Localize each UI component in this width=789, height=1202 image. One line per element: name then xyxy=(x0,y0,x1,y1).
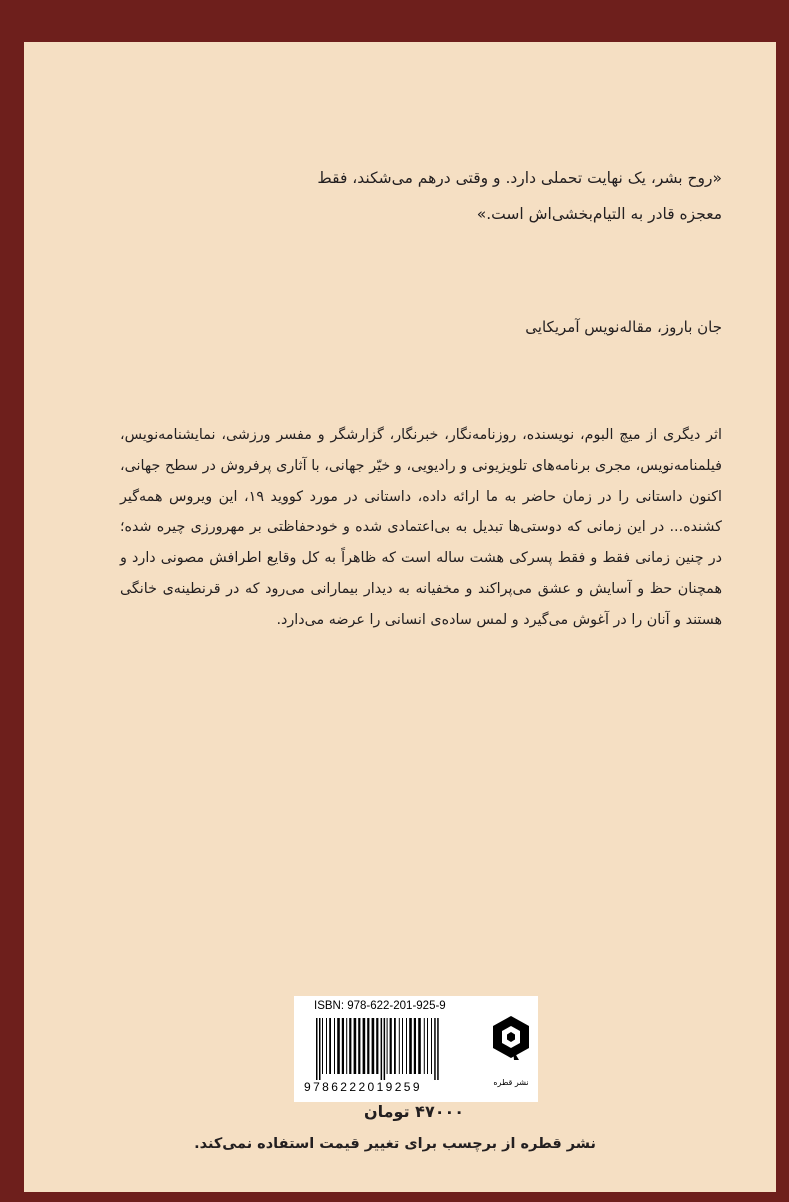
barcode-bar xyxy=(334,1018,335,1074)
price-sticker-notice: نشر قطره از برچسب برای تغییر قیمت استفاده نمی‌کند. xyxy=(194,1136,596,1152)
barcode-panel xyxy=(294,996,538,1102)
barcode-bar xyxy=(406,1018,407,1074)
quote-line-1: «روح بشر، یک نهایت تحملی دارد. و وقتی درهم می‌شکند، فقط xyxy=(317,169,722,187)
barcode-bar xyxy=(342,1018,344,1074)
back-cover xyxy=(24,42,776,1192)
barcode-bar xyxy=(337,1018,340,1074)
barcode-bar xyxy=(376,1018,378,1074)
barcode xyxy=(314,1018,482,1080)
barcode-bar xyxy=(434,1018,436,1080)
barcode-bar xyxy=(316,1018,318,1080)
barcode-bar xyxy=(384,1018,386,1080)
barcode-bar xyxy=(409,1018,412,1074)
quote-line-2: معجزه قادر به التیام‌بخشی‌اش است.» xyxy=(476,205,722,223)
barcode-bar xyxy=(390,1018,392,1074)
quote-author: جان باروز، مقاله‌نویس آمریکایی xyxy=(525,318,722,336)
barcode-bar xyxy=(387,1018,388,1074)
isbn-label: ISBN: 978-622-201-925-9 xyxy=(314,1000,446,1012)
book-description: اثر دیگری از میچ البوم، نویسنده، روزنامه‌نگار، خبرنگار، گزارشگر و مفسر ورزشی، نمایشنامه‌نویس، فیلمنامه‌نویس، مجری برنامه‌های تلویزیونی و رادیویی، و خیّر جهانی، با آثاری پرفروش در سطح جهانی، اکنون داستانی را در زمان حاضر به ما ارائه داده، داستانی در مورد کووید ۱۹، این ویروس همه‌گیر کشنده... در این زمانی که دوستی‌ها تبدیل به بی‌اعتمادی شده و خودحفاظتی بر مهرورزی چیره شده؛ در چنین زمانی فقط و فقط پسرکی هشت ساله است که ظاهراً به کل وقایع اطرافش مصونی دارد و همچنان حظ و آسایش و عشق می‌پراکند و مخفیانه به دیدار بیمارانی می‌رود که در قرنطینه‌ی خانگی هستند و آنان را در آغوش می‌گیرد و لمس ساده‌ی انسانی را عرضه می‌دارد. xyxy=(120,427,722,628)
barcode-bar xyxy=(367,1018,369,1074)
barcode-bar xyxy=(354,1018,357,1074)
barcode-bar xyxy=(424,1018,425,1074)
barcode-bar xyxy=(418,1018,421,1074)
barcode-bar xyxy=(372,1018,375,1074)
barcode-bar xyxy=(363,1018,366,1074)
barcode-bar xyxy=(319,1018,321,1080)
barcode-bar xyxy=(329,1018,331,1074)
barcode-bar xyxy=(349,1018,351,1074)
barcode-bar xyxy=(346,1018,347,1074)
barcode-bar xyxy=(402,1018,403,1074)
barcode-bar xyxy=(427,1018,428,1074)
barcode-digits: 9786222019259 xyxy=(304,1080,422,1094)
price: ۴۷۰۰۰ تومان xyxy=(363,1102,464,1121)
barcode-bar xyxy=(381,1018,383,1080)
publisher-logo-label: نشر قطره xyxy=(493,1078,529,1087)
barcode-bar xyxy=(414,1018,416,1074)
barcode-bar xyxy=(399,1018,400,1074)
barcode-bar xyxy=(326,1018,327,1074)
barcode-bar xyxy=(394,1018,396,1074)
barcode-bar xyxy=(322,1018,323,1074)
barcode-bar xyxy=(437,1018,439,1080)
epigraph-quote xyxy=(120,160,722,232)
barcode-bar xyxy=(431,1018,432,1074)
publisher-logo-icon xyxy=(490,1014,532,1076)
barcode-bar xyxy=(358,1018,360,1074)
